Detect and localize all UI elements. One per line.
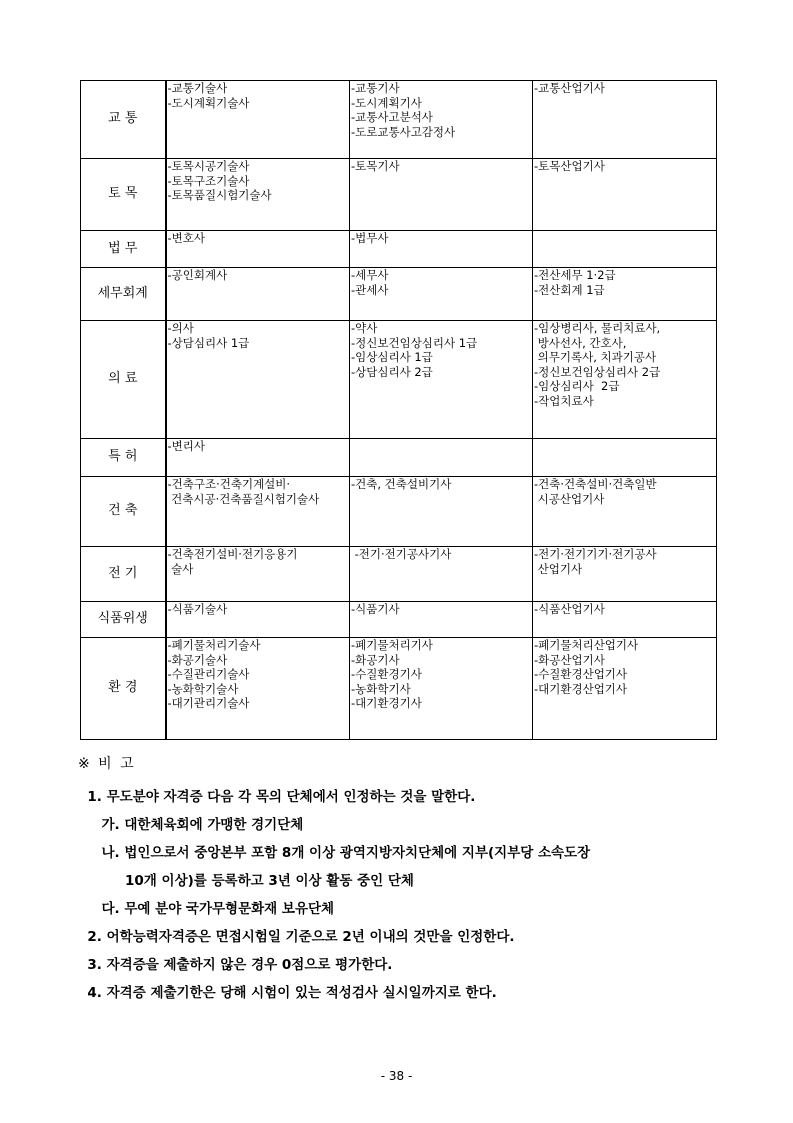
qualification-line: -교통기술사: [167, 81, 228, 95]
field-cell: [81, 268, 166, 321]
qualification-cell-col3: [533, 439, 717, 477]
field-cell: [81, 231, 166, 268]
qualification-line: -건축·건축설비·건축일반: [534, 477, 657, 491]
field-label: 전 기: [108, 565, 138, 581]
field-cell: [81, 547, 166, 602]
field-label: 법 무: [108, 240, 138, 256]
qualification-cell-col2: [350, 439, 533, 477]
qualification-cell-col2: [350, 231, 533, 268]
table-row: [81, 638, 717, 740]
qualification-line: -건축구조·건축기계설비·: [167, 477, 291, 491]
qualification-cell-col3: [533, 321, 717, 439]
qualification-line: -폐기물처리기술사: [167, 638, 261, 652]
note-item: 나. 법인으로서 중앙본부 포함 8개 이상 광역지방자치단체에 지부(지부당 소속도장: [78, 845, 591, 861]
qualification-line: -폐기물처리기사: [351, 638, 433, 652]
qualification-line: -세무사: [351, 268, 389, 282]
qualification-cell-col3: [533, 477, 717, 547]
field-label: 건 축: [108, 503, 138, 519]
qualification-line: -임상심리사 1급: [351, 350, 433, 364]
qualification-line: -화공기사: [351, 652, 400, 667]
qualification-cell-col1: [166, 638, 350, 740]
qualification-line: -전기·전기기기·전기공사: [534, 547, 657, 561]
qualification-cell-col2: [350, 638, 533, 740]
qualification-cell-col1: [166, 81, 350, 159]
note-item: 다. 무예 분야 국가무형문화재 보유단체: [78, 901, 335, 917]
table-row: [81, 477, 717, 547]
qualification-line: -토목품질시험기술사: [167, 188, 272, 202]
table-row: [81, 547, 717, 602]
qualification-line: -화공산업기사: [534, 652, 605, 667]
qualification-table: [80, 80, 717, 740]
qualification-cell-col2: [350, 602, 533, 638]
field-cell: [81, 321, 166, 439]
qualification-line: 의무기록사, 치과기공사: [534, 350, 657, 364]
qualification-line: -공인회계사: [167, 268, 228, 282]
qualification-cell-col1: [166, 321, 350, 439]
qualification-cell-col2: [350, 159, 533, 231]
qualification-line: -임상병리사, 물리치료사,: [534, 321, 661, 335]
qualification-cell-col2: [350, 81, 533, 159]
qualification-line: -식품기사: [351, 602, 400, 616]
table-row: [81, 268, 717, 321]
qualification-line: -관세사: [351, 282, 389, 297]
qualification-cell-col3: [533, 602, 717, 638]
qualification-line: -토목시공기술사: [167, 159, 250, 173]
qualification-line: -폐기물처리산업기사: [534, 638, 639, 652]
note-item: 1. 무도분야 자격증 다음 각 목의 단체에서 인정하는 것을 말한다.: [78, 789, 476, 805]
qualification-line: 방사선사, 간호사,: [534, 335, 627, 350]
field-cell: [81, 439, 166, 477]
qualification-line: -도시계획기사: [351, 95, 422, 110]
note-item: 3. 자격증을 제출하지 않은 경우 0점으로 평가한다.: [78, 957, 393, 973]
qualification-line: -수질환경산업기사: [534, 667, 628, 681]
qualification-line: 술사: [167, 561, 194, 576]
qualification-line: 건축시공·건축품질시험기술사: [167, 491, 320, 506]
qualification-table-body: [81, 81, 717, 740]
qualification-cell-col2: [350, 477, 533, 547]
table-row: [81, 81, 717, 159]
qualification-cell-col3: [533, 159, 717, 231]
field-cell: [81, 159, 166, 231]
qualification-line: -토목산업기사: [534, 159, 605, 173]
qualification-line: -대기관리기술사: [167, 696, 250, 710]
notes-section: [78, 753, 738, 1007]
page-number: - 38 -: [380, 1069, 413, 1083]
qualification-line: -토목기사: [351, 159, 400, 173]
field-label: 세무회계: [97, 285, 148, 301]
qualification-line: -건축, 건축설비기사: [351, 477, 452, 491]
qualification-cell-col3: [533, 231, 717, 268]
table-row: [81, 602, 717, 638]
field-cell: [81, 638, 166, 740]
note-item: 10개 이상)를 등록하고 3년 이상 활동 중인 단체: [78, 873, 414, 889]
qualification-cell-col1: [166, 268, 350, 321]
notes-list: [78, 783, 738, 1007]
qualification-line: -대기환경산업기사: [534, 681, 628, 696]
qualification-line: -교통기사: [351, 81, 400, 95]
qualification-cell-col1: [166, 547, 350, 602]
note-item: 2. 어학능력자격증은 면접시험일 기준으로 2년 이내의 것만을 인정한다.: [78, 929, 515, 945]
table-row: [81, 321, 717, 439]
qualification-line: -의사: [167, 321, 194, 335]
qualification-line: -건축전기설비·전기응용기: [167, 547, 298, 561]
note-item: 4. 자격증 제출기한은 당해 시험이 있는 적성검사 실시일까지로 한다.: [78, 985, 497, 1001]
qualification-line: -임상심리사 2급: [534, 379, 620, 393]
qualification-cell-col3: [533, 268, 717, 321]
qualification-cell-col3: [533, 547, 717, 602]
qualification-line: -농화학기사: [351, 681, 411, 696]
qualification-cell-col3: [533, 638, 717, 740]
table-row: [81, 231, 717, 268]
notes-header: ※ 비 고: [78, 756, 136, 772]
qualification-line: -교통산업기사: [534, 81, 605, 95]
qualification-line: -전기·전기공사기사: [351, 547, 452, 561]
qualification-line: -수질환경기사: [351, 667, 422, 681]
qualification-line: 산업기사: [534, 561, 583, 576]
qualification-line: -교통사고분석사: [351, 110, 433, 124]
qualification-cell-col1: [166, 439, 350, 477]
field-label: 환 경: [108, 680, 138, 696]
qualification-line: -수질관리기술사: [167, 667, 250, 681]
qualification-line: -변리사: [167, 439, 205, 453]
table-row: [81, 159, 717, 231]
qualification-line: -전산회계 1급: [534, 282, 605, 297]
qualification-line: -약사: [351, 321, 378, 335]
note-item: 가. 대한체육회에 가맹한 경기단체: [78, 817, 304, 833]
qualification-line: -도시계획기술사: [167, 95, 250, 110]
qualification-line: -도로교통사고감정사: [351, 124, 456, 139]
qualification-line: -식품산업기사: [534, 602, 605, 616]
qualification-cell-col1: [166, 602, 350, 638]
qualification-line: -법무사: [351, 231, 389, 245]
qualification-line: -변호사: [167, 231, 205, 245]
qualification-line: -상담심리사 2급: [351, 364, 433, 379]
qualification-cell-col2: [350, 547, 533, 602]
field-label: 특 허: [108, 449, 138, 465]
field-label: 식품위생: [97, 611, 148, 627]
field-label: 의 료: [108, 371, 138, 387]
field-cell: [81, 477, 166, 547]
field-label: 교 통: [108, 111, 138, 127]
field-label: 토 목: [108, 186, 138, 202]
qualification-line: 시공산업기사: [534, 491, 605, 506]
field-cell: [81, 81, 166, 159]
qualification-line: -화공기술사: [167, 652, 228, 667]
qualification-line: -토목구조기술사: [167, 173, 250, 188]
qualification-line: -대기환경기사: [351, 696, 422, 710]
qualification-cell-col2: [350, 321, 533, 439]
qualification-line: -정신보건임상심리사 1급: [351, 335, 478, 350]
qualification-line: -식품기술사: [167, 602, 228, 616]
qualification-cell-col3: [533, 81, 717, 159]
qualification-line: -작업치료사: [534, 393, 594, 408]
table-row: [81, 439, 717, 477]
field-cell: [81, 602, 166, 638]
qualification-cell-col1: [166, 231, 350, 268]
qualification-line: -농화학기술사: [167, 681, 239, 696]
qualification-cell-col1: [166, 159, 350, 231]
qualification-cell-col1: [166, 477, 350, 547]
qualification-line: -상담심리사 1급: [167, 335, 250, 350]
qualification-cell-col2: [350, 268, 533, 321]
qualification-line: -정신보건임상심리사 2급: [534, 364, 661, 379]
qualification-line: -전산세무 1·2급: [534, 268, 616, 282]
